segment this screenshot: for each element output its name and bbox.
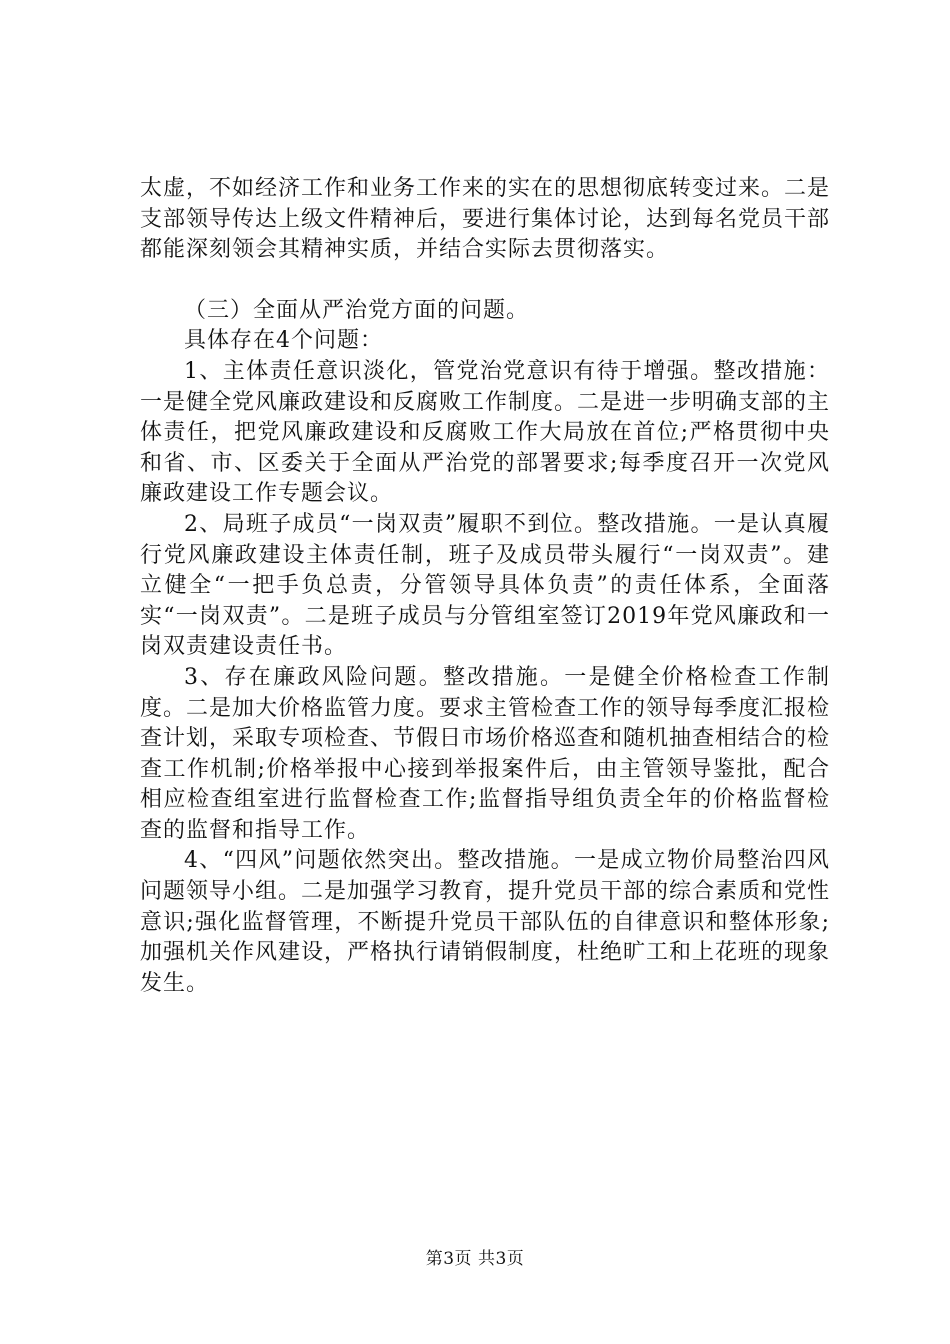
paragraph-item-2: 2、局班子成员“一岗双责”履职不到位。整改措施。一是认真履行党风廉政建设主体责任制，班子及成员带头履行“一岗双责”。建立健全“一把手负总责，分管领导具体负责”的责任体系，全面落实“一岗双责”。二是班子成员与分管组室签订2019年党风廉政和一岗双责建设责任书。 xyxy=(140,511,830,660)
section-heading: （三）全面从严治党方面的问题。 xyxy=(184,297,530,323)
paragraph-item-1: 1、主体责任意识淡化，管党治党意识有待于增强。整改措施：一是健全党风廉政建设和反腐败工作制度。二是进一步明确支部的主体责任，把党风廉政建设和反腐败工作大局放在首位;严格贯彻中央和省、市、区委关于全面从严治党的部署要求;每季度召开一次党风廉政建设工作专题会议。 xyxy=(140,358,831,507)
paragraph-continuation: 太虚，不如经济工作和业务工作来的实在的思想彻底转变过来。二是支部领导传达上级文件精神后，要进行集体讨论，达到每名党员干部都能深刻领会其精神实质，并结合实际去贯彻落实。 xyxy=(140,176,831,263)
paragraph-gap xyxy=(140,266,830,296)
paragraph-item-3: 3、存在廉政风险问题。整改措施。一是健全价格检查工作制度。二是加大价格监管力度。要求主管检查工作的领导每季度汇报检查计划，采取专项检查、节假日市场价格巡查和随机抽查相结合的检查工作机制;价格举报中心接到举报案件后，由主管领导鉴批，配合相应检查组室进行监督检查工作;监督指导组负责全年的价格监督检查的监督和指导工作。 xyxy=(140,664,831,843)
document-body xyxy=(140,174,830,999)
paragraph-intro: 具体存在4个问题： xyxy=(184,328,383,354)
paragraph-item-4: 4、“四风”问题依然突出。整改措施。一是成立物价局整治四风问题领导小组。二是加强学习教育，提升党员干部的综合素质和党性意识;强化监督管理，不断提升党员干部队伍的自律意识和整体形象;加强机关作风建设，严格执行请销假制度，杜绝旷工和上花班的现象发生。 xyxy=(140,848,831,996)
page-footer: 第3页 共3页 xyxy=(425,1249,525,1269)
